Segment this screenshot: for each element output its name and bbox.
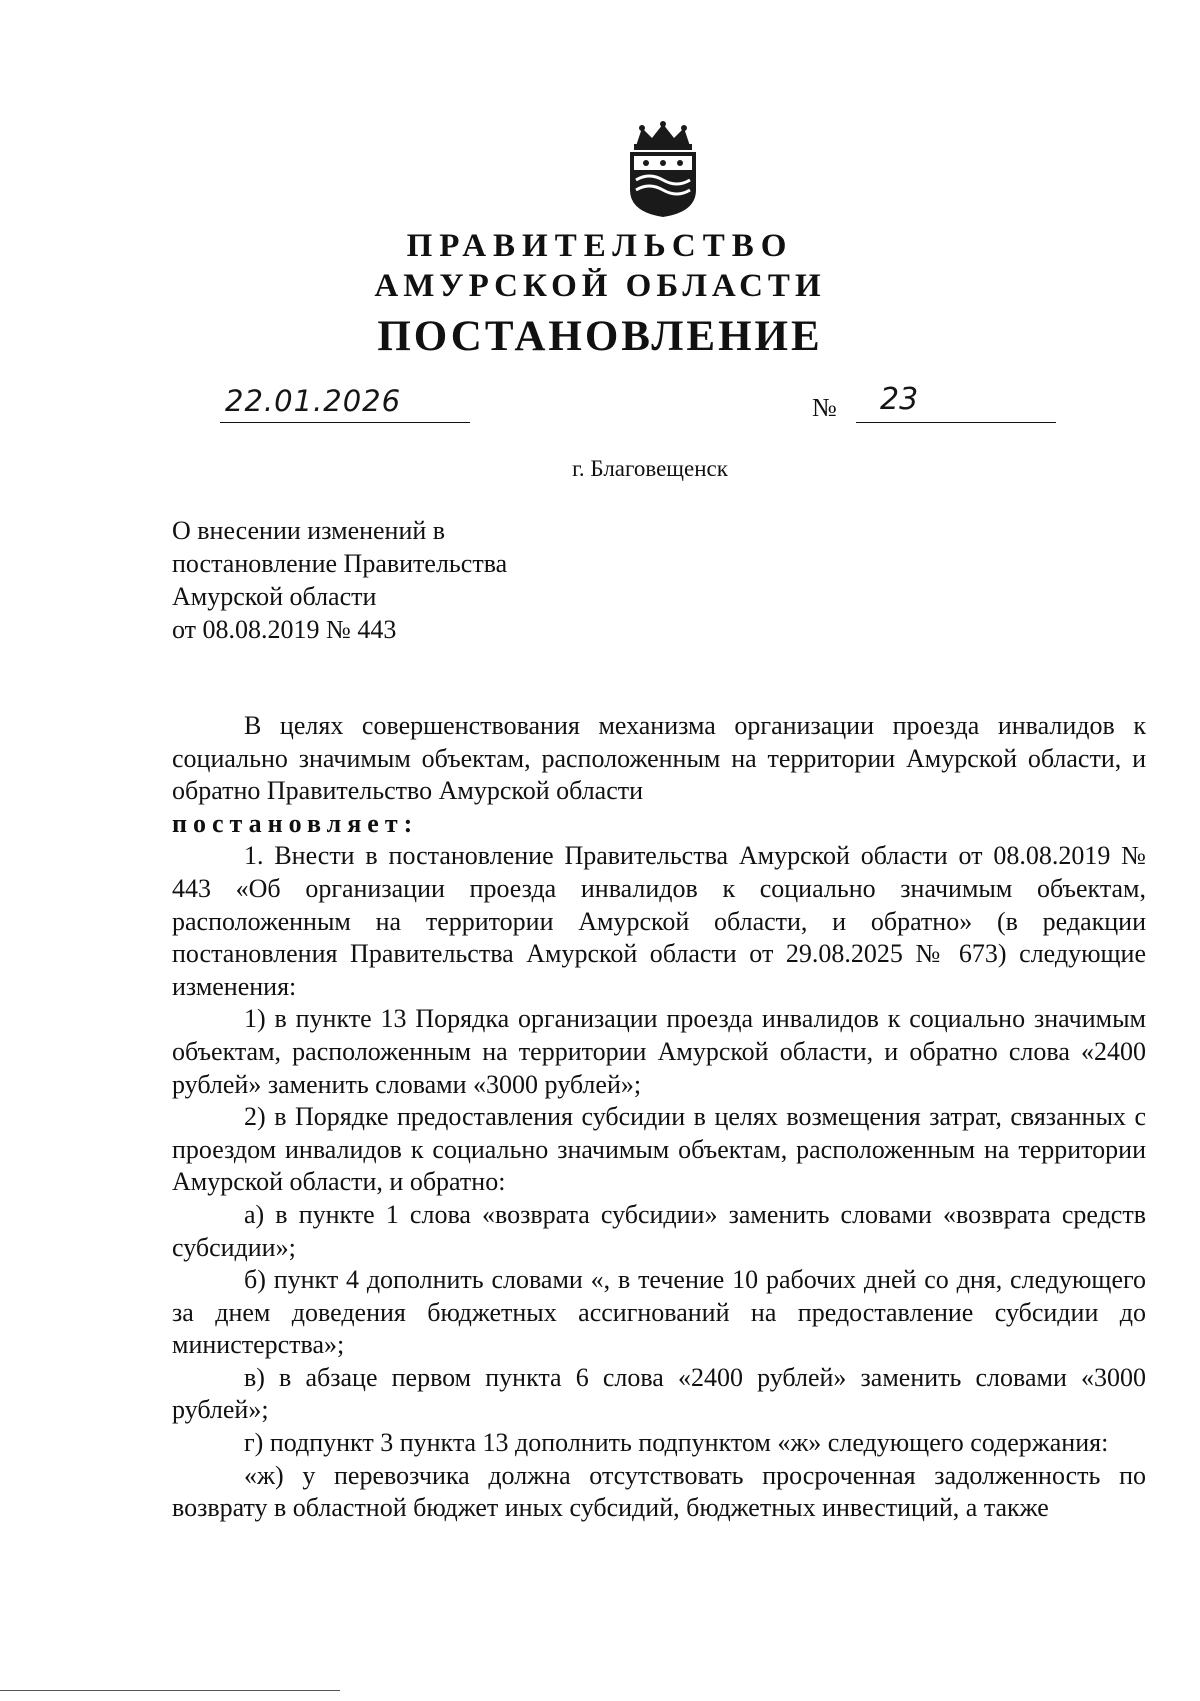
clause-1-2: 2) в Порядке предоставления субсидии в целях возмещения затрат, связанных с проездом инвалидов к социально значимым объектам, расположенным на территории Амурской области, и обратно: bbox=[172, 1102, 1146, 1197]
city-line bbox=[0, 456, 1200, 482]
coat-of-arms-icon bbox=[622, 120, 704, 218]
subject-line: О внесении изменений в bbox=[172, 516, 446, 545]
subject-line: постановление Правительства bbox=[172, 549, 508, 578]
page-bottom-rule bbox=[0, 1690, 340, 1691]
subject-block bbox=[172, 514, 507, 646]
resolves-heading: постановляет: bbox=[172, 808, 419, 838]
handwritten-number: 23 bbox=[880, 382, 919, 417]
org-name-line1: ПРАВИТЕЛЬСТВО bbox=[406, 228, 794, 264]
subclause-v: в) в абзаце первом пункта 6 слова «2400 рублей» заменить словами «3000 рублей»; bbox=[172, 1362, 1146, 1425]
subclause-zh: «ж) у перевозчика должна отсутствовать просроченная задолженность по возврату в областной бюджет иных субсидий, бюджетных инвестиций, а также bbox=[172, 1460, 1146, 1523]
clause-1-1: 1) в пункте 13 Порядка организации проезда инвалидов к социально значимым объектам, расположенным на территории Амурской области, и обратно слова «2400 рублей» заменить словами «3000 рублей»; bbox=[172, 1004, 1146, 1099]
subject-line: Амурской области bbox=[172, 582, 377, 611]
handwritten-date: 22.01.2026 bbox=[225, 384, 402, 418]
org-name-line2: АМУРСКОЙ ОБЛАСТИ bbox=[374, 268, 826, 304]
subclause-b: б) пункт 4 дополнить словами «, в течение 10 рабочих дней со дня, следующего за днем доведения бюджетных ассигнований на предоставление субсидии до министерства»; bbox=[172, 1265, 1146, 1360]
clause-1: 1. Внести в постановление Правительства Амурской области от 08.08.2019 № 443 «Об организации проезда инвалидов к социально значимым объектам, расположенным на территории Амурской области, и обратно» (в редакции постановления Правительства Амурской области от 29.08.2025 № 673) следующие изменения: bbox=[172, 841, 1146, 1001]
city-name: г. Благовещенск bbox=[572, 456, 728, 481]
number-sign: № bbox=[812, 393, 837, 422]
subclause-a: а) в пункте 1 слова «возврата субсидии» заменить словами «возврата средств субсидии»; bbox=[172, 1199, 1146, 1262]
document-body bbox=[172, 710, 1146, 1525]
preamble-paragraph: В целях совершенствования механизма организации проезда инвалидов к социально значимым объектам, расположенным на территории Амурской области, и обратно Правительство Амурской области bbox=[172, 711, 1146, 806]
document-type-title: ПОСТАНОВЛЕНИЕ bbox=[377, 313, 823, 360]
subclause-g: г) подпункт 3 пункта 13 дополнить подпунктом «ж» следующего содержания: bbox=[244, 1428, 1109, 1458]
subject-line: от 08.08.2019 № 443 bbox=[172, 615, 397, 644]
